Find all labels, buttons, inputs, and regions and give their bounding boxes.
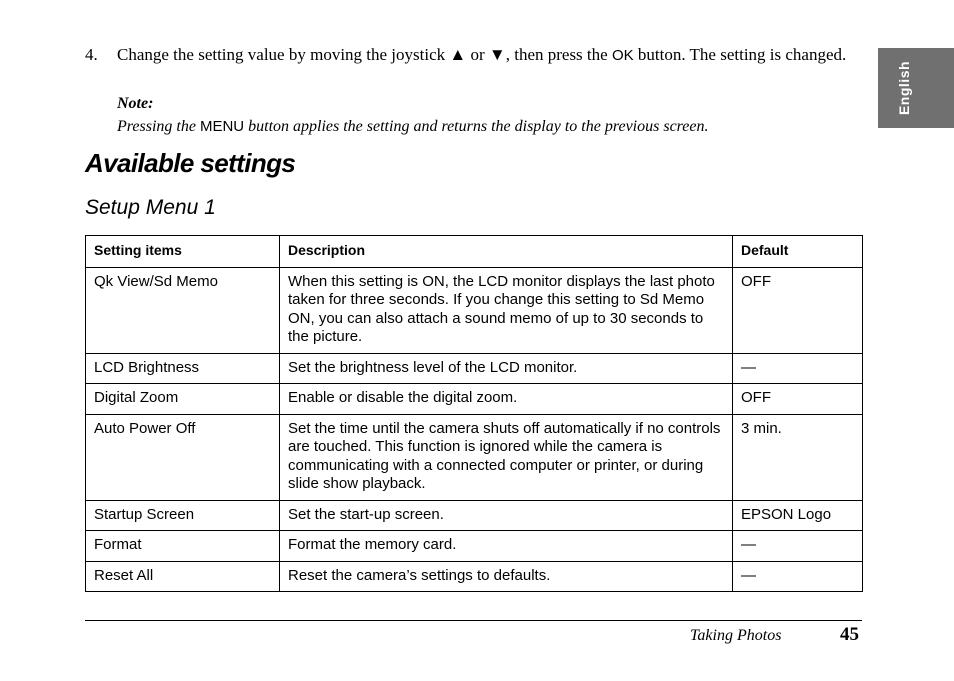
description-cell: When this setting is ON, the LCD monitor displays the last photo taken for three seconds. If you change this setting to Sd Memo ON, you can also attach a sound memo of up to 30 seconds to the picture. — [280, 267, 733, 353]
step-4 — [85, 43, 865, 67]
setting-item-cell: Format — [86, 531, 280, 562]
description-cell: Set the brightness level of the LCD monitor. — [280, 353, 733, 384]
column-header-setting-items: Setting items — [86, 236, 280, 268]
default-cell: 3 min. — [733, 414, 863, 500]
default-cell: OFF — [733, 384, 863, 415]
step-text-part: or — [466, 45, 489, 64]
description-cell: Set the start-up screen. — [280, 500, 733, 531]
step-text-part: Change the setting value by moving the joystick — [117, 45, 450, 64]
setting-item-cell: Reset All — [86, 561, 280, 592]
section-heading: Setup Menu 1 — [85, 196, 216, 219]
description-cell: Enable or disable the digital zoom. — [280, 384, 733, 415]
default-cell: — — [733, 353, 863, 384]
description-cell: Format the memory card. — [280, 531, 733, 562]
setting-item-cell: Startup Screen — [86, 500, 280, 531]
note-title: Note: — [117, 95, 154, 112]
column-header-description: Description — [280, 236, 733, 268]
page-heading: Available settings — [85, 148, 296, 178]
page-number: 45 — [840, 624, 859, 645]
step-number: 4. — [85, 45, 98, 64]
table-row — [86, 384, 863, 415]
setting-item-cell: LCD Brightness — [86, 353, 280, 384]
step-text-part: button. The setting is changed. — [633, 45, 847, 64]
table-header-row — [86, 236, 863, 268]
default-cell: OFF — [733, 267, 863, 353]
column-header-default: Default — [733, 236, 863, 268]
table-row — [86, 531, 863, 562]
note-text — [117, 115, 867, 138]
setting-item-cell: Qk View/Sd Memo — [86, 267, 280, 353]
table-row — [86, 353, 863, 384]
joystick-up-icon: ▲ — [449, 45, 467, 64]
note — [117, 92, 867, 138]
setting-item-cell: Auto Power Off — [86, 414, 280, 500]
setting-item-cell: Digital Zoom — [86, 384, 280, 415]
default-cell: — — [733, 531, 863, 562]
language-tab-label: English — [896, 60, 912, 116]
footer-section-title: Taking Photos — [690, 627, 782, 644]
language-tab — [878, 48, 954, 128]
settings-table — [85, 235, 863, 592]
description-cell: Set the time until the camera shuts off automatically if no controls are touched. This function is ignored while the camera is communicating with a connected computer or printer, or during slide show playback. — [280, 414, 733, 500]
menu-button-label: MENU — [199, 118, 245, 135]
default-cell: EPSON Logo — [733, 500, 863, 531]
description-cell: Reset the camera’s settings to defaults. — [280, 561, 733, 592]
table-row — [86, 267, 863, 353]
step-text-part: , then press the — [505, 45, 612, 64]
table-row — [86, 414, 863, 500]
default-cell: — — [733, 561, 863, 592]
step-text — [117, 43, 865, 67]
note-text-part: button applies the setting and returns the display to the previous screen. — [244, 118, 709, 135]
table-row — [86, 561, 863, 592]
joystick-down-icon: ▼ — [488, 45, 506, 64]
table-row — [86, 500, 863, 531]
footer-divider — [85, 620, 862, 621]
note-text-part: Pressing the — [117, 118, 200, 135]
ok-button-label: OK — [611, 47, 634, 64]
